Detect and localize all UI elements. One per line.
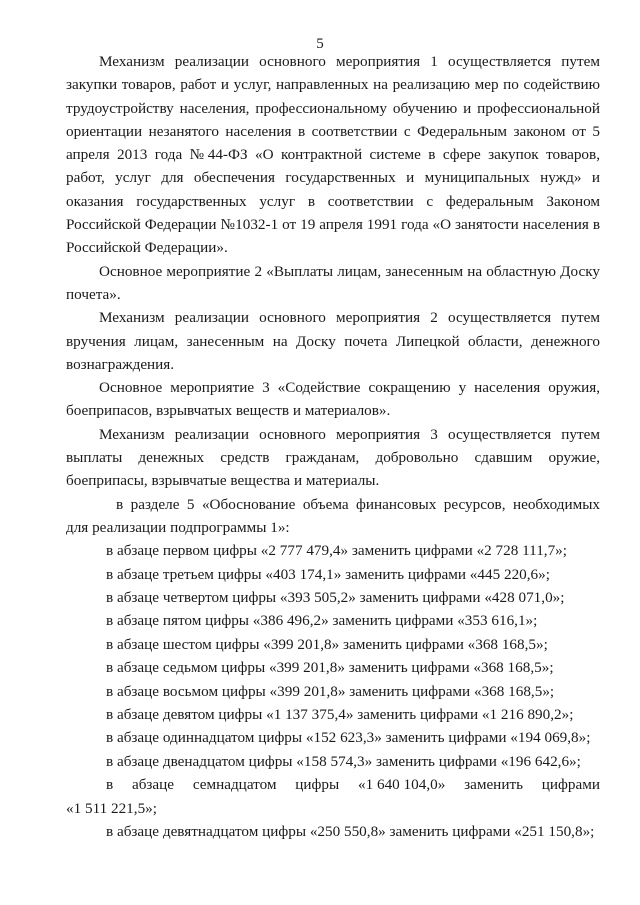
- amendment-item: в абзаце восьмом цифры «399 201,8» заменить цифрами «368 168,5»;: [106, 682, 555, 700]
- amendment-item: в абзаце шестом цифры «399 201,8» заменить цифрами «368 168,5»;: [106, 635, 548, 653]
- amendment-item-continuation: «1 511 221,5»;: [66, 799, 157, 817]
- word: цифрами: [541, 776, 600, 794]
- amendment-item: в абзаце первом цифры «2 777 479,4» заменить цифрами «2 728 111,7»;: [106, 542, 567, 560]
- word: заменить: [464, 776, 524, 794]
- amendment-item: в абзаце двенадцатом цифры «158 574,3» заменить цифрами «196 642,6»;: [106, 752, 581, 770]
- amendment-item-last: в абзаце девятнадцатом цифры «250 550,8» заменить цифрами «251 150,8»;: [106, 823, 595, 841]
- document-body: [66, 50, 600, 844]
- paragraph-section-5: в разделе 5 «Обоснование объема финансовых ресурсов, необходимых для реализации подпрограммы 1»:: [66, 495, 600, 536]
- paragraph-mechanism-3: Механизм реализации основного мероприятия 3 осуществляется путем выплаты денежных средств гражданам, добровольно сдавшим оружие, боеприпасы, взрывчатые вещества и материалы.: [66, 425, 600, 490]
- amendment-item: в абзаце одиннадцатом цифры «152 623,3» заменить цифрами «194 069,8»;: [106, 729, 591, 747]
- word: цифры: [295, 776, 340, 794]
- page-number: 5: [316, 36, 324, 52]
- word: семнадцатом: [192, 776, 277, 794]
- paragraph-event-2: Основное мероприятие 2 «Выплаты лицам, занесенным на областную Доску почета».: [66, 262, 600, 303]
- word: абзаце: [131, 776, 175, 794]
- paragraph-mechanism-2: Механизм реализации основного мероприятия 2 осуществляется путем вручения лицам, занесенным на Доску почета Липецкой области, денежного вознаграждения.: [66, 309, 600, 373]
- amendment-item: в абзаце пятом цифры «386 496,2» заменить цифрами «353 616,1»;: [106, 612, 538, 630]
- amendment-item: в абзаце седьмом цифры «399 201,8» заменить цифрами «368 168,5»;: [106, 659, 554, 677]
- amendment-item: в абзаце третьем цифры «403 174,1» заменить цифрами «445 220,6»;: [106, 565, 550, 583]
- amendment-item: в абзаце четвертом цифры «393 505,2» заменить цифрами «428 071,0»;: [106, 589, 565, 607]
- amendment-item: в абзаце девятом цифры «1 137 375,4» заменить цифрами «1 216 890,2»;: [106, 706, 574, 724]
- paragraph-event-3: Основное мероприятие 3 «Содействие сокращению у населения оружия, боеприпасов, взрывчатых веществ и материалов».: [66, 379, 600, 420]
- word: в: [106, 776, 114, 794]
- paragraph-mechanism-1: Механизм реализации основного мероприятия 1 осуществляется путем закупки товаров, работ и услуг, направленных на реализацию мер по содействию трудоустройству населения, профессиональному обучению и профессиональной ориентации незанятого населения в соответствии с Федеральным законом от 5 апреля 2013 года №44-ФЗ «О контрактной системе в сфере закупок товаров, работ, услуг для обеспечения государственных и муниципальных нужд» и оказания государственных услуг в соответствии с федеральным Законом Российской Федерации №1032-1 от 19 апреля 1991 года «О занятости населения в Российской Федерации».: [66, 53, 600, 257]
- word: «1 640 104,0»: [357, 776, 446, 794]
- amendment-item-seventeenth: [66, 773, 600, 796]
